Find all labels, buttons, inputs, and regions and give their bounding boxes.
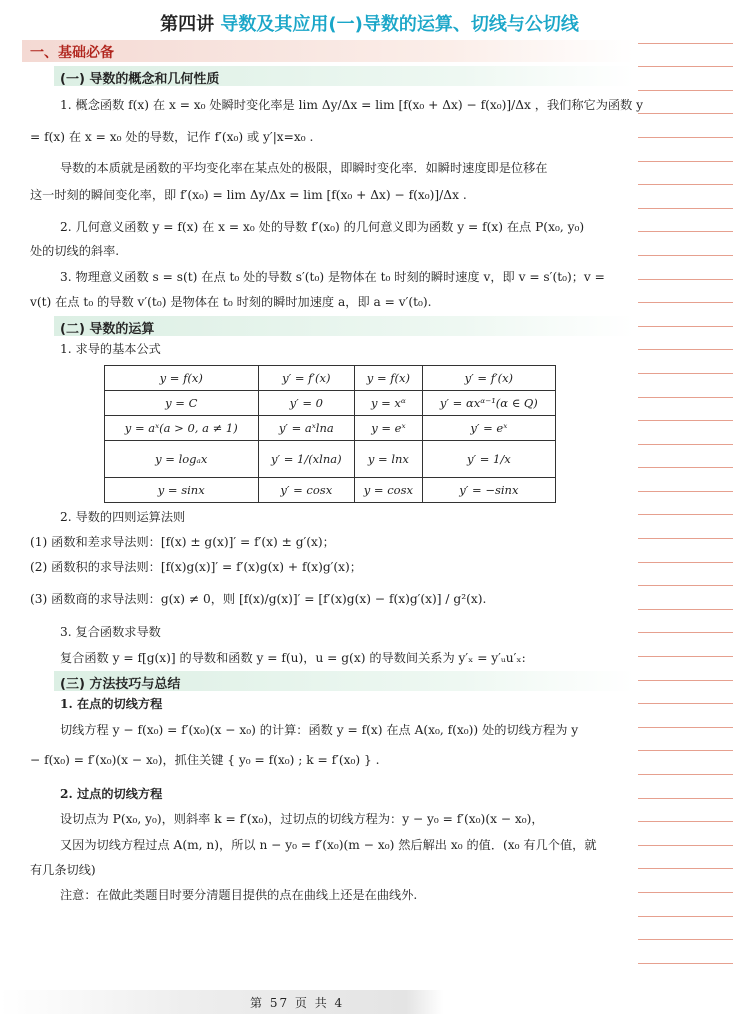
para-chain-rule: 复合函数 y = f[g(x)] 的导数和函数 y = f(u)，u = g(x) 的导数间关系为 y′ₓ = y′ᵤu′ₓ:	[60, 651, 526, 665]
para-physics-line2: v(t) 在点 t₀ 的导数 v′(t₀) 是物体在 t₀ 时刻的瞬时加速度 a，即 a = v′(t₀).	[30, 295, 432, 309]
table-cell: y = cosx	[355, 478, 423, 503]
subsection-concept	[54, 66, 634, 86]
table-row	[105, 366, 556, 391]
derivative-formula-table	[104, 365, 556, 503]
table-cell: y′ = f′(x)	[258, 366, 355, 391]
para-tangent-at-point-line1: 切线方程 y − f(x₀) = f′(x₀)(x − x₀) 的计算：函数 y = f(x) 在点 A(x₀, f(x₀)) 处的切线方程为 y	[60, 723, 579, 737]
table-cell: y = xᵅ	[355, 391, 423, 416]
page-title	[0, 10, 739, 36]
para-tangent-at-point: 1. 在点的切线方程	[60, 697, 163, 711]
para-tangent-at-point-line2: − f(x₀) = f′(x₀)(x − x₀)，抓住关键 { y₀ = f(x₀) ; k = f′(x₀) } .	[30, 753, 380, 767]
para-tangent-through-point-line3: 有几条切线)	[30, 863, 96, 877]
table-cell: y = f(x)	[355, 366, 423, 391]
table-cell: y′ = cosx	[258, 478, 355, 503]
para-product-rule: (2) 函数积的求导法则：[f(x)g(x)]′ = f′(x)g(x) + f(x)g′(x)；	[30, 560, 362, 574]
para-basic-formulas: 1. 求导的基本公式	[60, 342, 161, 356]
notes-ruled-lines	[638, 20, 733, 964]
table-cell: y′ = 1/x	[422, 441, 555, 478]
page-footer	[0, 990, 739, 1014]
para-geometry-line2: 处的切线的斜率.	[30, 244, 120, 258]
page-number: 第 57 页 共 4	[250, 996, 345, 1010]
para-geometry-line1: 2. 几何意义函数 y = f(x) 在 x = x₀ 处的导数 f′(x₀) 的几何意义即为函数 y = f(x) 在点 P(x₀, y₀)	[60, 220, 585, 234]
table-cell: y = lnx	[355, 441, 423, 478]
table-cell: y = logₐx	[105, 441, 259, 478]
para-physics-line1: 3. 物理意义函数 s = s(t) 在点 t₀ 处的导数 s′(t₀) 是物体在 t₀ 时刻的瞬时速度 v，即 v = s′(t₀)；v =	[60, 270, 605, 284]
table-row	[105, 478, 556, 503]
table-cell: y′ = αxᵅ⁻¹(α ∈ Q)	[422, 391, 555, 416]
para-definition-line1: 1. 概念函数 f(x) 在 x = x₀ 处瞬时变化率是 lim Δy/Δx = lim [f(x₀ + Δx) − f(x₀)]/Δx ，我们称它为函数 y	[60, 98, 644, 112]
table-cell: y = C	[105, 391, 259, 416]
para-essence-line2: 这一时刻的瞬间变化率，即 f′(x₀) = lim Δy/Δx = lim [f(x₀ + Δx) − f(x₀)]/Δx .	[30, 188, 467, 202]
section-basics-label: 一、基础必备	[30, 45, 114, 61]
table-row	[105, 441, 556, 478]
para-tangent-through-point-line2: 又因为切线方程过点 A(m, n)，所以 n − y₀ = f′(x₀)(m − x₀) 然后解出 x₀ 的值．(x₀ 有几个值，就	[60, 838, 597, 852]
para-composite: 3. 复合函数求导数	[60, 625, 161, 639]
para-note: 注意：在做此类题目时要分清题目提供的点在曲线上还是在曲线外.	[60, 888, 418, 902]
table-cell: y = f(x)	[105, 366, 259, 391]
para-definition-line2: = f(x) 在 x = x₀ 处的导数，记作 f′(x₀) 或 y′|x=x₀ .	[30, 130, 314, 144]
table-cell: y′ = f′(x)	[422, 366, 555, 391]
table-cell: y′ = 1/(xlna)	[258, 441, 355, 478]
lecture-title: 导数及其应用(一)导数的运算、切线与公切线	[220, 14, 579, 35]
table-row	[105, 391, 556, 416]
subsection-operations	[54, 316, 634, 336]
section-basics	[22, 40, 634, 62]
para-sum-rule: (1) 函数和差求导法则：[f(x) ± g(x)]′ = f′(x) ± g′(x)；	[30, 535, 335, 549]
table-cell: y = sinx	[105, 478, 259, 503]
table-cell: y = aˣ(a > 0, a ≠ 1)	[105, 416, 259, 441]
para-quotient-rule: (3) 函数商的求导法则：g(x) ≠ 0，则 [f(x)/g(x)]′ = [f′(x)g(x) − f(x)g′(x)] / g²(x).	[30, 592, 487, 606]
para-tangent-through-point: 2. 过点的切线方程	[60, 787, 163, 801]
table-row	[105, 416, 556, 441]
table-cell: y′ = −sinx	[422, 478, 555, 503]
table-cell: y′ = eˣ	[422, 416, 555, 441]
table-cell: y = eˣ	[355, 416, 423, 441]
table-cell: y′ = aˣlna	[258, 416, 355, 441]
subsection-methods-label: (三) 方法技巧与总结	[60, 677, 181, 692]
para-tangent-through-point-line1: 设切点为 P(x₀, y₀)，则斜率 k = f′(x₀)，过切点的切线方程为：y − y₀ = f′(x₀)(x − x₀)，	[60, 812, 544, 826]
lecture-number: 第四讲	[160, 14, 221, 35]
subsection-operations-label: (二) 导数的运算	[60, 322, 155, 337]
para-essence-line1: 导数的本质就是函数的平均变化率在某点处的极限，即瞬时变化率．如瞬时速度即是位移在	[60, 161, 548, 175]
table-cell: y′ = 0	[258, 391, 355, 416]
para-four-rules: 2. 导数的四则运算法则	[60, 510, 186, 524]
subsection-concept-label: (一) 导数的概念和几何性质	[60, 72, 220, 87]
subsection-methods	[54, 671, 634, 691]
